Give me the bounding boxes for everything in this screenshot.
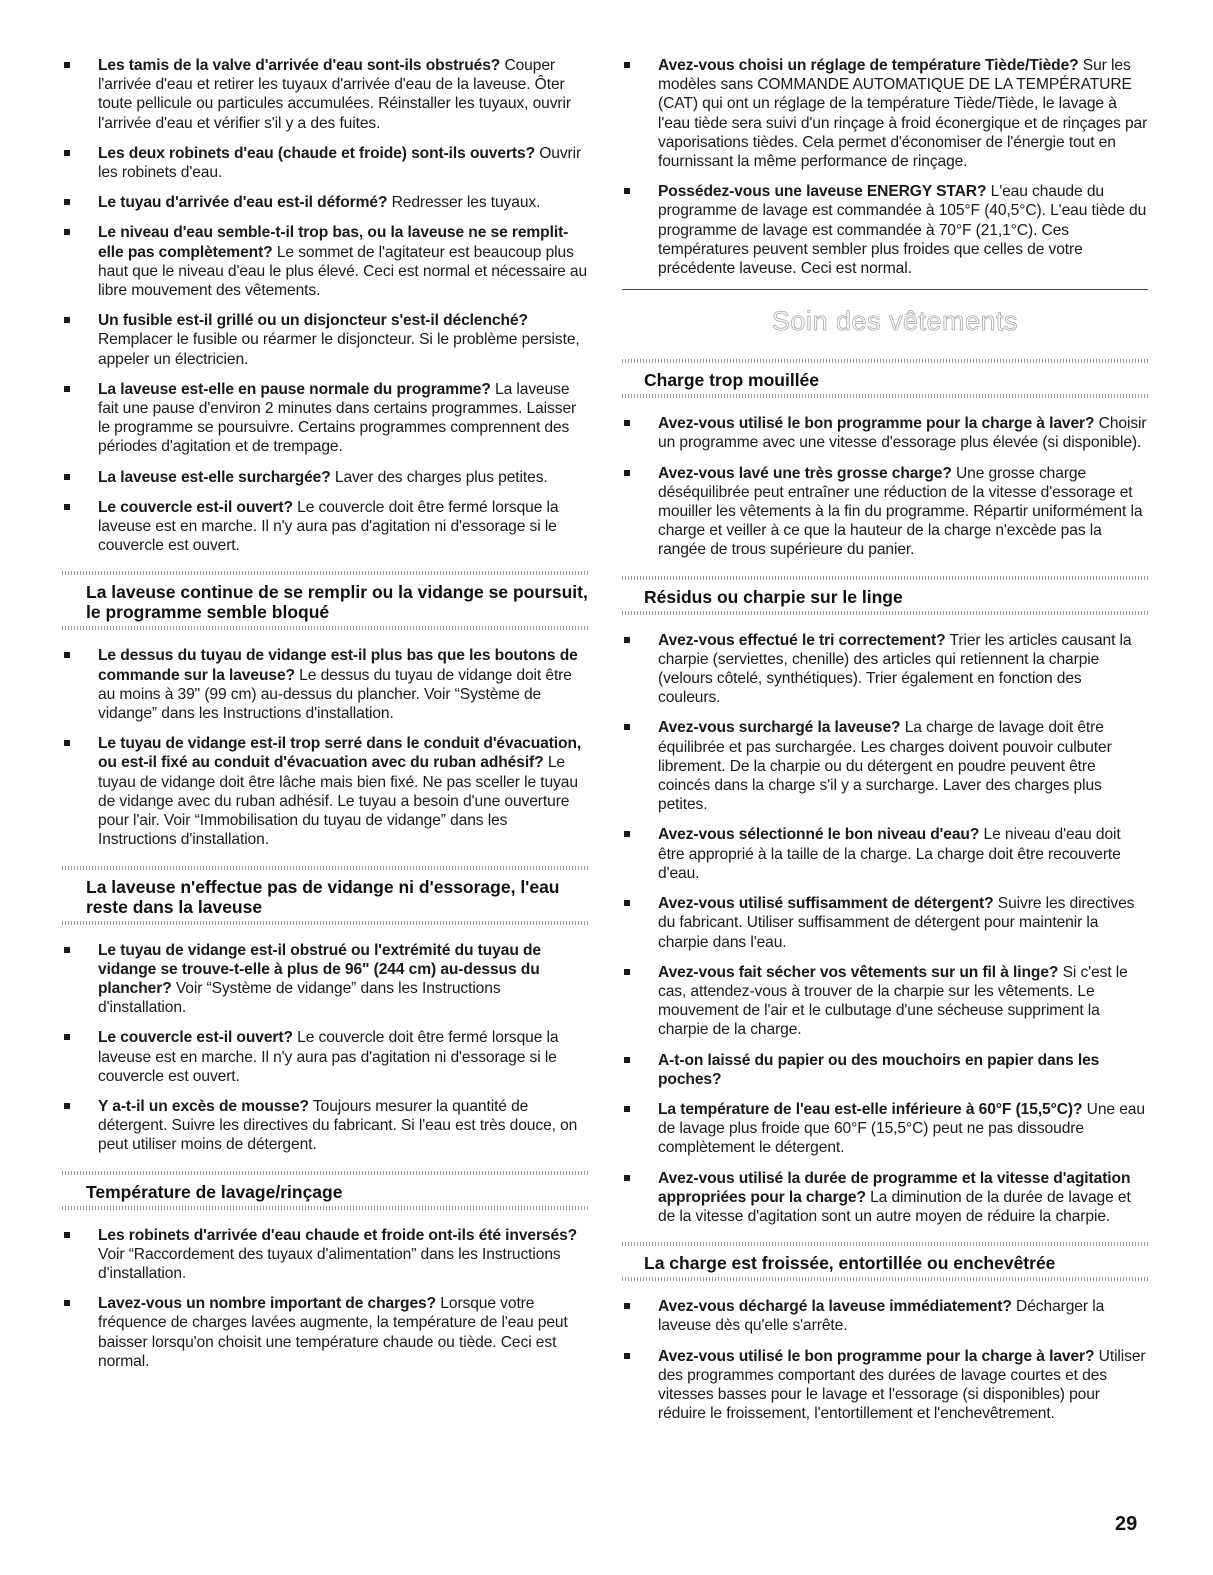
- hatch-divider: [622, 394, 1148, 398]
- question-text: Un fusible est-il grillé ou un disjoncteur s'est-il déclenché?: [98, 312, 528, 330]
- question-text: Le dessus du tuyau de vidange est-il plus bas que les boutons de commande sur la laveuse?: [98, 647, 578, 684]
- answer-text: Laver des charges plus petites.: [330, 468, 548, 486]
- list-item: [62, 380, 590, 457]
- answer-text: Lorsque votre fréquence de charges lavées augmente, la température de l'eau peut baisser lorsqu'on choisit une température chaude ou tiède. Ceci est normal.: [98, 1295, 568, 1370]
- list-item: [622, 1347, 1148, 1424]
- answer-text: Utiliser des programmes comportant des durées de lavage courtes et des vitesses basses pour le lavage et l'essorage (si disponibles) pour réduire le froissement, l'entortillement et l'enchevêtrement.: [658, 1347, 1146, 1423]
- hatch-divider: [62, 1206, 590, 1210]
- answer-text: Une eau de lavage plus froide que 60°F (15,5°C) peut ne pas dissoudre complètement le détergent.: [658, 1100, 1145, 1157]
- question-text: A-t-on laissé du papier ou des mouchoirs en papier dans les poches?: [658, 1051, 1100, 1088]
- section-list: [62, 1226, 590, 1371]
- question-text: Avez-vous lavé une très grosse charge?: [658, 464, 952, 482]
- question-text: Avez-vous effectué le tri correctement?: [658, 631, 946, 649]
- section-title: Résidus ou charpie sur le linge: [644, 586, 903, 607]
- answer-text: Le tuyau de vidange doit être lâche mais bien fixé. Ne pas sceller le tuyau de vidange avec du ruban adhésif. Le tuyau a besoin d'une ouverture pour l'air. Voir “Immobilisation du tuyau de vidange” dans les Instructions d'installation.: [98, 754, 578, 849]
- question-text: Avez-vous utilisé le bon programme pour la charge à laver?: [658, 415, 1095, 433]
- question-text: Le couvercle est-il ouvert?: [98, 1029, 293, 1047]
- bullet-icon: [64, 740, 70, 746]
- bullet-icon: [624, 637, 630, 643]
- bullet-icon: [624, 1303, 630, 1309]
- bullet-icon: [64, 947, 70, 953]
- bullet-icon: [624, 969, 630, 975]
- list-item: [622, 182, 1148, 278]
- list-item: [622, 464, 1148, 560]
- list-item: [62, 941, 590, 1018]
- question-text: Avez-vous utilisé la durée de programme et la vitesse d'agitation appropriées pour la charge?: [658, 1169, 1131, 1206]
- section-heading: [622, 576, 1148, 615]
- bullet-icon: [64, 504, 70, 510]
- bullet-icon: [64, 62, 70, 68]
- section-heading: [62, 1171, 590, 1210]
- answer-text: La diminution de la durée de lavage et de la vitesse d'agitation sont un autre moyen de réduire la charpie.: [658, 1188, 1131, 1225]
- hatch-divider: [62, 921, 590, 925]
- section-rule: [622, 289, 1148, 290]
- question-text: Avez-vous sélectionné le bon niveau d'eau?: [658, 826, 980, 844]
- bullet-icon: [624, 188, 630, 194]
- list-item: [62, 468, 590, 487]
- answer-text: Trier les articles causant la charpie (serviettes, chenille) des articles qui retiennent la charpie (velours côtelé, synthétiques). Trier également en fonction des couleurs.: [658, 631, 1132, 707]
- intro-list-left: [62, 56, 590, 555]
- answer-text: Le couvercle doit être fermé lorsque la laveuse est en marche. Il n'y aura pas d'agitation ni d'essorage si le couvercle est ouvert.: [98, 1029, 559, 1085]
- question-text: Lavez-vous un nombre important de charges?: [98, 1295, 437, 1313]
- list-item: [622, 1169, 1148, 1227]
- bullet-icon: [624, 420, 630, 426]
- bullet-icon: [624, 1175, 630, 1181]
- answer-text: Décharger la laveuse dès qu'elle s'arrête.: [658, 1298, 1105, 1335]
- question-text: Avez-vous fait sécher vos vêtements sur un fil à linge?: [658, 963, 1059, 981]
- answer-text: La charge de lavage doit être équilibrée et pas surchargée. Les charges doivent pouvoir culbuter librement. De la charpie ou du détergent en poudre peuvent être coincés dans la charge s'il y a surcharge. Laver des charges plus petites.: [658, 719, 1112, 814]
- list-item: [622, 631, 1148, 708]
- section-title: La laveuse n'effectue pas de vidange ni d'essorage, l'eau reste dans la laveuse: [86, 876, 560, 917]
- question-text: Avez-vous utilisé le bon programme pour la charge à laver?: [658, 1347, 1095, 1365]
- list-item: [62, 1226, 590, 1284]
- list-item: [62, 193, 590, 212]
- list-item: [622, 1051, 1148, 1089]
- answer-text: Couper l'arrivée d'eau et retirer les tuyaux d'arrivée d'eau de la laveuse. Ôter toute pellicule ou particules accumulées. Réinstaller les tuyaux, ouvrir l'arrivée d'eau et vérifier s'il y a des fuites.: [98, 57, 571, 132]
- section-list: [62, 646, 590, 849]
- section-list: [62, 941, 590, 1155]
- bullet-icon: [64, 229, 70, 235]
- section-title: Charge trop mouillée: [644, 370, 820, 391]
- question-text: Le tuyau d'arrivée d'eau est-il déformé?: [98, 194, 388, 212]
- answer-text: Le sommet de l'agitateur est beaucoup plus haut que le niveau d'eau le plus élevé. Ceci est normal et nécessaire au libre mouvement des vêtements.: [98, 243, 588, 300]
- bullet-icon: [64, 1103, 70, 1109]
- bullet-icon: [624, 470, 630, 476]
- bullet-icon: [64, 652, 70, 658]
- list-item: [62, 498, 590, 556]
- question-text: Les deux robinets d'eau (chaude et froide) sont-ils ouverts?: [98, 144, 536, 162]
- list-item: [622, 718, 1148, 814]
- hatch-divider: [622, 611, 1148, 615]
- section-heading: [62, 571, 590, 630]
- list-item: [62, 1294, 590, 1371]
- bullet-icon: [624, 900, 630, 906]
- list-item: [622, 894, 1148, 952]
- page-number: 29: [1115, 1513, 1138, 1535]
- hatch-divider: [622, 1277, 1148, 1281]
- list-item: [622, 963, 1148, 1040]
- bullet-icon: [624, 1106, 630, 1112]
- question-text: La laveuse est-elle surchargée?: [98, 468, 331, 486]
- bullet-icon: [624, 724, 630, 730]
- answer-text: Redresser les tuyaux.: [387, 194, 541, 212]
- answer-text: Sur les modèles sans COMMANDE AUTOMATIQUE DE LA TEMPÉRATURE (CAT) qui ont un réglage de la température Tiède/Tiède, le lavage à l'eau tiède sera suivi d'un rinçage à froid éconergique et de rinçages par vaporisations tièdes. Cela permet d'économiser de l'énergie tout en fournissant la même performance de rinçage.: [658, 57, 1148, 171]
- list-item: [62, 223, 590, 300]
- list-item: [622, 825, 1148, 883]
- bullet-icon: [64, 199, 70, 205]
- list-item: [622, 1297, 1148, 1335]
- question-text: Y a-t-il un excès de mousse?: [98, 1097, 309, 1115]
- question-text: Le niveau d'eau semble-t-il trop bas, ou la laveuse ne se remplit-elle pas complètement?: [98, 224, 569, 261]
- question-text: La température de l'eau est-elle inférieure à 60°F (15,5°C)?: [658, 1100, 1083, 1118]
- list-item: [622, 414, 1148, 452]
- answer-text: Si c'est le cas, attendez-vous à trouver de la charpie sur les vêtements. Le mouvement de l'air et le culbutage d'une sécheuse suppriment la charpie de la charge.: [658, 963, 1128, 1039]
- right-column: [622, 56, 1148, 1434]
- bullet-icon: [64, 1232, 70, 1238]
- answer-text: La laveuse fait une pause d'environ 2 minutes dans certains programmes. Laisser le programme se poursuivre. Certains programmes comprennent des périodes d'agitation et de trempage.: [98, 380, 577, 456]
- section-title: La laveuse continue de se remplir ou la vidange se poursuit, le programme semble bloqué: [86, 582, 588, 623]
- list-item: [62, 1097, 590, 1155]
- answer-text: Le dessus du tuyau de vidange doit être au moins à 39" (99 cm) au-dessus du plancher. Voir “Système de vidange” dans les Instructions d'installation.: [98, 666, 572, 723]
- left-column: [62, 56, 590, 1382]
- list-item: [62, 144, 590, 182]
- bullet-icon: [624, 1057, 630, 1063]
- question-text: Le tuyau de vidange est-il trop serré dans le conduit d'évacuation, ou est-il fixé au conduit d'évacuation avec du ruban adhésif?: [98, 735, 582, 772]
- question-text: Avez-vous choisi un réglage de température Tiède/Tiède?: [658, 57, 1079, 74]
- answer-text: Une grosse charge déséquilibrée peut entraîner une réduction de la vitesse d'essorage et mouiller les vêtements à la fin du programme. Répartir uniformément la charge et veiller à ce que la hauteur de la charge n'excède pas la rangée de trous supérieure du panier.: [658, 464, 1143, 559]
- section-heading: [62, 866, 590, 925]
- list-item: [62, 734, 590, 849]
- bullet-icon: [624, 62, 630, 68]
- section-list: [622, 1297, 1148, 1423]
- question-text: Avez-vous utilisé suffisamment de détergent?: [658, 895, 994, 913]
- bullet-icon: [64, 386, 70, 392]
- section-list: [622, 414, 1148, 559]
- hatch-divider: [62, 626, 590, 630]
- answer-text: Le niveau d'eau doit être approprié à la taille de la charge. La charge doit être recouverte d'eau.: [658, 826, 1121, 882]
- section-heading: [622, 359, 1148, 398]
- list-item: [62, 1028, 590, 1086]
- section-title: Température de lavage/rinçage: [86, 1181, 343, 1202]
- bullet-icon: [64, 317, 70, 323]
- question-text: Avez-vous surchargé la laveuse?: [658, 719, 901, 737]
- chapter-title: Soin des vêtements: [771, 306, 1019, 337]
- list-item: [622, 56, 1148, 171]
- answer-text: Voir “Raccordement des tuyaux d'alimentation” dans les Instructions d'installation.: [98, 1245, 561, 1282]
- bullet-icon: [624, 831, 630, 837]
- answer-text: Suivre les directives du fabricant. Utiliser suffisamment de détergent pour maintenir la charpie dans l'eau.: [658, 895, 1135, 951]
- answer-text: Toujours mesurer la quantité de détergent. Suivre les directives du fabricant. Si l'eau est très douce, on peut utiliser moins de détergent.: [98, 1097, 578, 1154]
- question-text: Le tuyau de vidange est-il obstrué ou l'extrémité du tuyau de vidange se trouve-t-elle à plus de 96" (244 cm) au-dessus du plancher?: [98, 941, 541, 997]
- answer-text: Ouvrir les robinets d'eau.: [98, 144, 582, 182]
- intro-list-right: [622, 56, 1148, 278]
- list-item: [62, 646, 590, 723]
- section-list: [622, 631, 1148, 1226]
- bullet-icon: [64, 1300, 70, 1306]
- question-text: La laveuse est-elle en pause normale du programme?: [98, 380, 491, 398]
- answer-text: Remplacer le fusible ou réarmer le disjoncteur. Si le problème persiste, appeler un électricien.: [98, 331, 580, 368]
- bullet-icon: [64, 474, 70, 480]
- answer-text: L'eau chaude du programme de lavage est commandée à 105°F (40,5°C). L'eau tiède du programme de lavage est commandée à 70°F (21,1°C). Ces températures peuvent sembler plus froides que celles de votre précédente laveuse. Ceci est normal.: [658, 183, 1147, 278]
- question-text: Les tamis de la valve d'arrivée d'eau sont-ils obstrués?: [98, 57, 501, 74]
- question-text: Le couvercle est-il ouvert?: [98, 498, 293, 516]
- answer-text: Choisir un programme avec une vitesse d'essorage plus élevée (si disponible).: [658, 415, 1147, 452]
- bullet-icon: [64, 150, 70, 156]
- bullet-icon: [624, 1353, 630, 1359]
- question-text: Les robinets d'arrivée d'eau chaude et froide ont-ils été inversés?: [98, 1226, 578, 1244]
- question-text: Avez-vous déchargé la laveuse immédiatement?: [658, 1298, 1012, 1316]
- list-item: [62, 56, 590, 133]
- list-item: [62, 311, 590, 369]
- answer-text: Le couvercle doit être fermé lorsque la laveuse est en marche. Il n'y aura pas d'agitation ni d'essorage si le couvercle est ouvert.: [98, 498, 559, 555]
- question-text: Possédez-vous une laveuse ENERGY STAR?: [658, 183, 987, 201]
- section-title: La charge est froissée, entortillée ou enchevêtrée: [644, 1253, 1056, 1274]
- bullet-icon: [64, 1034, 70, 1040]
- list-item: [622, 1100, 1148, 1158]
- section-heading: [622, 1242, 1148, 1281]
- answer-text: Voir “Système de vidange” dans les Instructions d'installation.: [98, 979, 501, 1017]
